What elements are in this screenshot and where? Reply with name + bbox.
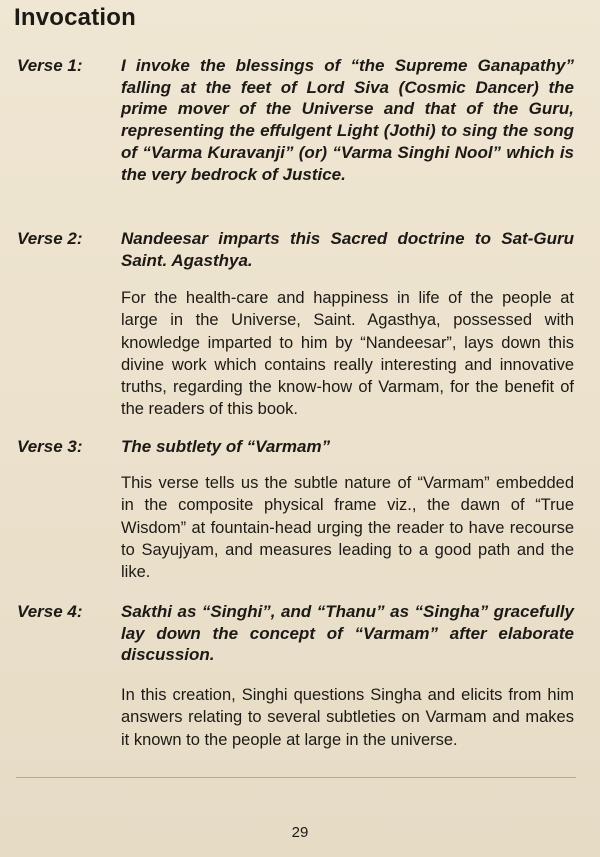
verse-label: Verse 1: xyxy=(17,56,83,75)
page-number: 29 xyxy=(291,824,309,841)
footnote-divider xyxy=(16,777,576,778)
page-heading: Invocation xyxy=(14,4,137,31)
verse-label: Verse 2: xyxy=(17,229,83,248)
verse-body: For the health-care and happiness in life of the people at large in the Universe, Saint. Agasthya, possessed with knowledge imparted to him by “Nandeesar”, lays down this divine work which contains really interesting and innovative truths, regarding the know-how of Varmam, for the benefit of the readers of this book. xyxy=(121,289,574,419)
verse-title: Nandeesar imparts this Sacred doctrine to Sat-Guru Saint. Agasthya. xyxy=(121,229,574,270)
verse-label: Verse 4: xyxy=(17,602,83,621)
verse-body: In this creation, Singhi questions Singha and elicits from him answers relating to several subtleties on Varmam and makes it known to the people at large in the universe. xyxy=(121,686,574,749)
verse-title: The subtlety of “Varmam” xyxy=(121,437,331,456)
verse-title: Sakthi as “Singhi”, and “Thanu” as “Singha” gracefully lay down the concept of “Varmam” after elaborate discussion. xyxy=(121,602,574,665)
verse-body: This verse tells us the subtle nature of “Varmam” embedded in the composite physical frame viz., the dawn of “True Wisdom” at fountain-head urging the reader to have recourse to Sayujyam, and measures leading to a good path and the like. xyxy=(121,474,574,582)
verse-title: I invoke the blessings of “the Supreme Ganapathy” falling at the feet of Lord Siva (Cosmic Dancer) the prime mover of the Universe and that of the Guru, representing the effulgent Light (Jothi) to sing the song of “Varma Kuravanji” (or) “Varma Singhi Nool” which is the very bedrock of Justice. xyxy=(121,56,574,184)
verse-label: Verse 3: xyxy=(17,437,83,456)
